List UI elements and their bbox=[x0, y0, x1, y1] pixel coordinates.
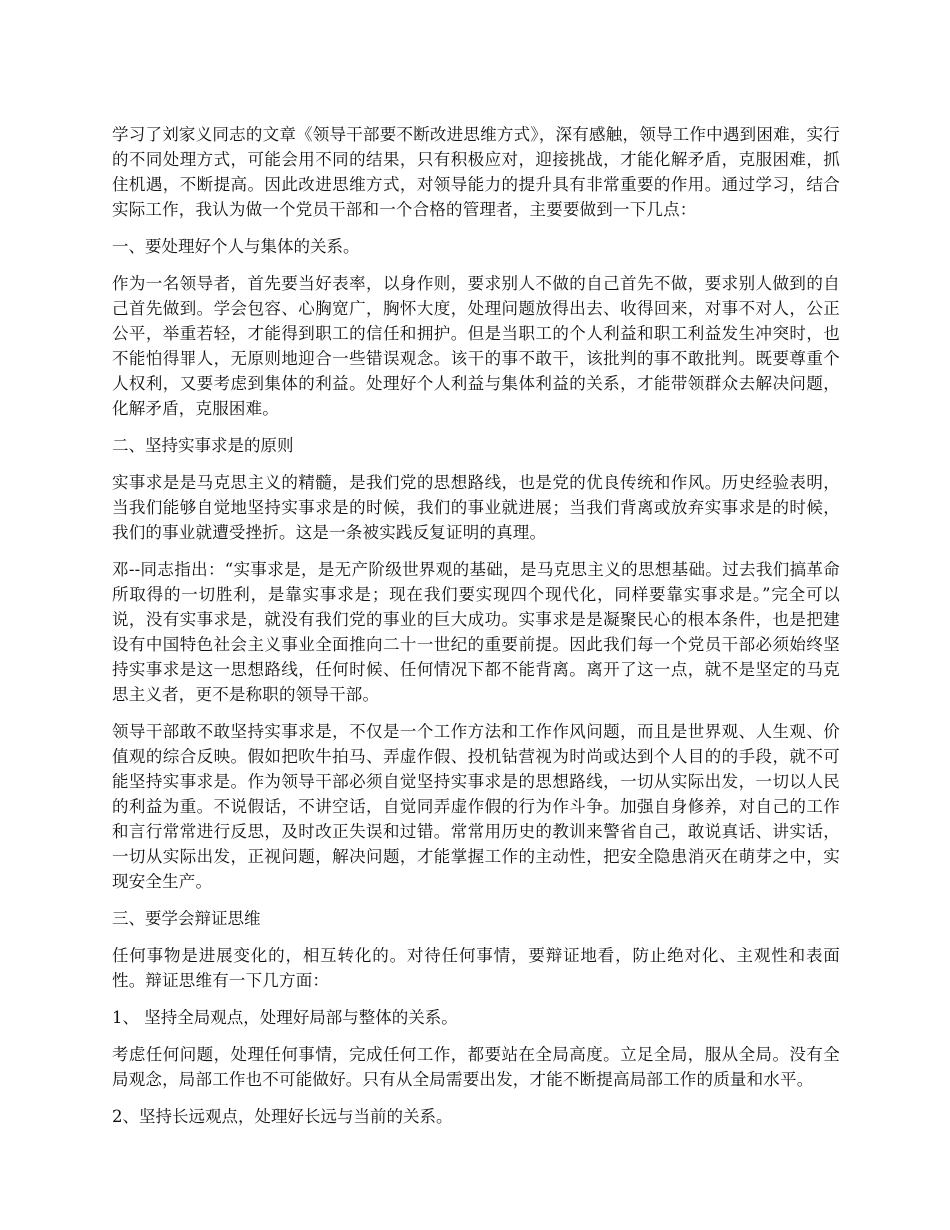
document-page bbox=[112, 122, 840, 1141]
section-1-paragraph: 作为一名领导者，首先要当好表率，以身作则，要求别人不做的自己首先不做，要求别人做到的自己首先做到。学会包容、心胸宽广，胸怀大度，处理问题放得出去、收得回来，对事不对人，公正公平，举重若轻，才能得到职工的信任和拥护。但是当职工的个人利益和职工利益发生冲突时，也不能怕得罪人，无原则地迎合一些错误观念。该干的事不敢干，该批判的事不敢批判。既要尊重个人权利，又要考虑到集体的利益。处理好个人利益与集体利益的关系，才能带领群众去解决问题，化解矛盾，克服困难。 bbox=[112, 274, 840, 418]
section-2-paragraph-1: 实事求是是马克思主义的精髓，是我们党的思想路线，也是党的优良传统和作风。历史经验表明，当我们能够自觉地坚持实事求是的时候，我们的事业就进展；当我们背离或放弃实事求是的时候，我们的事业就遭受挫折。这是一条被实践反复证明的真理。 bbox=[112, 473, 840, 542]
section-3-heading: 三、要学会辩证思维 bbox=[112, 909, 261, 928]
section-3-paragraph: 任何事物是进展变化的，相互转化的。对待任何事情，要辩证地看，防止绝对化、主观性和表面性。辩证思维有一下几方面： bbox=[112, 946, 840, 990]
section-2-paragraph-2: 邓--同志指出：“实事求是，是无产阶级世界观的基础，是马克思主义的思想基础。过去我们搞革命所取得的一切胜利，是靠实事求是；现在我们要实现四个现代化，同样要靠实事求是。”完全可以说，没有实事求是，就没有我们党的事业的巨大成功。实事求是是凝聚民心的根本条件，也是把建设有中国特色社会主义事业全面推向二十一世纪的重要前提。因此我们每一个党员干部必须始终坚持实事求是这一思想路线，任何时候、任何情况下都不能背离。离开了这一点，就不是坚定的马克思主义者，更不是称职的领导干部。 bbox=[112, 560, 840, 704]
section-2-paragraph-3: 领导干部敢不敢坚持实事求是，不仅是一个工作方法和工作作风问题，而且是世界观、人生观、价值观的综合反映。假如把吹牛拍马、弄虚作假、投机钻营视为时尚或达到个人目的的手段，就不可能坚持实事求是。作为领导干部必须自觉坚持实事求是的思想路线，一切从实际出发，一切以人民的利益为重。不说假话，不讲空话，自觉同弄虚作假的行为作斗争。加强自身修养，对自己的工作和言行常常进行反思，及时改正失误和过错。常常用历史的教训来警省自己，敢说真话、讲实话，一切从实际出发，正视问题，解决问题，才能掌握工作的主动性，把安全隐患消灭在萌芽之中，实现安全生产。 bbox=[112, 722, 840, 891]
subsection-1-paragraph: 考虑任何问题，处理任何事情，完成任何工作，都要站在全局高度。立足全局，服从全局。没有全局观念，局部工作也不可能做好。只有从全局需要出发，才能不断提高局部工作的质量和水平。 bbox=[112, 1045, 840, 1089]
intro-paragraph: 学习了刘家义同志的文章《领导干部要不断改进思维方式》，深有感触，领导工作中遇到困难，实行的不同处理方式，可能会用不同的结果，只有积极应对，迎接挑战，才能化解矛盾，克服困难，抓住机遇，不断提高。因此改进思维方式，对领导能力的提升具有非常重要的作用。通过学习，结合实际工作，我认为做一个党员干部和一个合格的管理者，主要要做到一下几点： bbox=[112, 125, 840, 219]
subsection-1-heading: 1、 坚持全局观点，处理好局部与整体的关系。 bbox=[112, 1008, 458, 1027]
section-2-heading: 二、坚持实事求是的原则 bbox=[112, 436, 294, 455]
subsection-2-heading: 2、坚持长远观点，处理好长远与当前的关系。 bbox=[112, 1107, 453, 1126]
section-1-heading: 一、要处理好个人与集体的关系。 bbox=[112, 237, 360, 256]
